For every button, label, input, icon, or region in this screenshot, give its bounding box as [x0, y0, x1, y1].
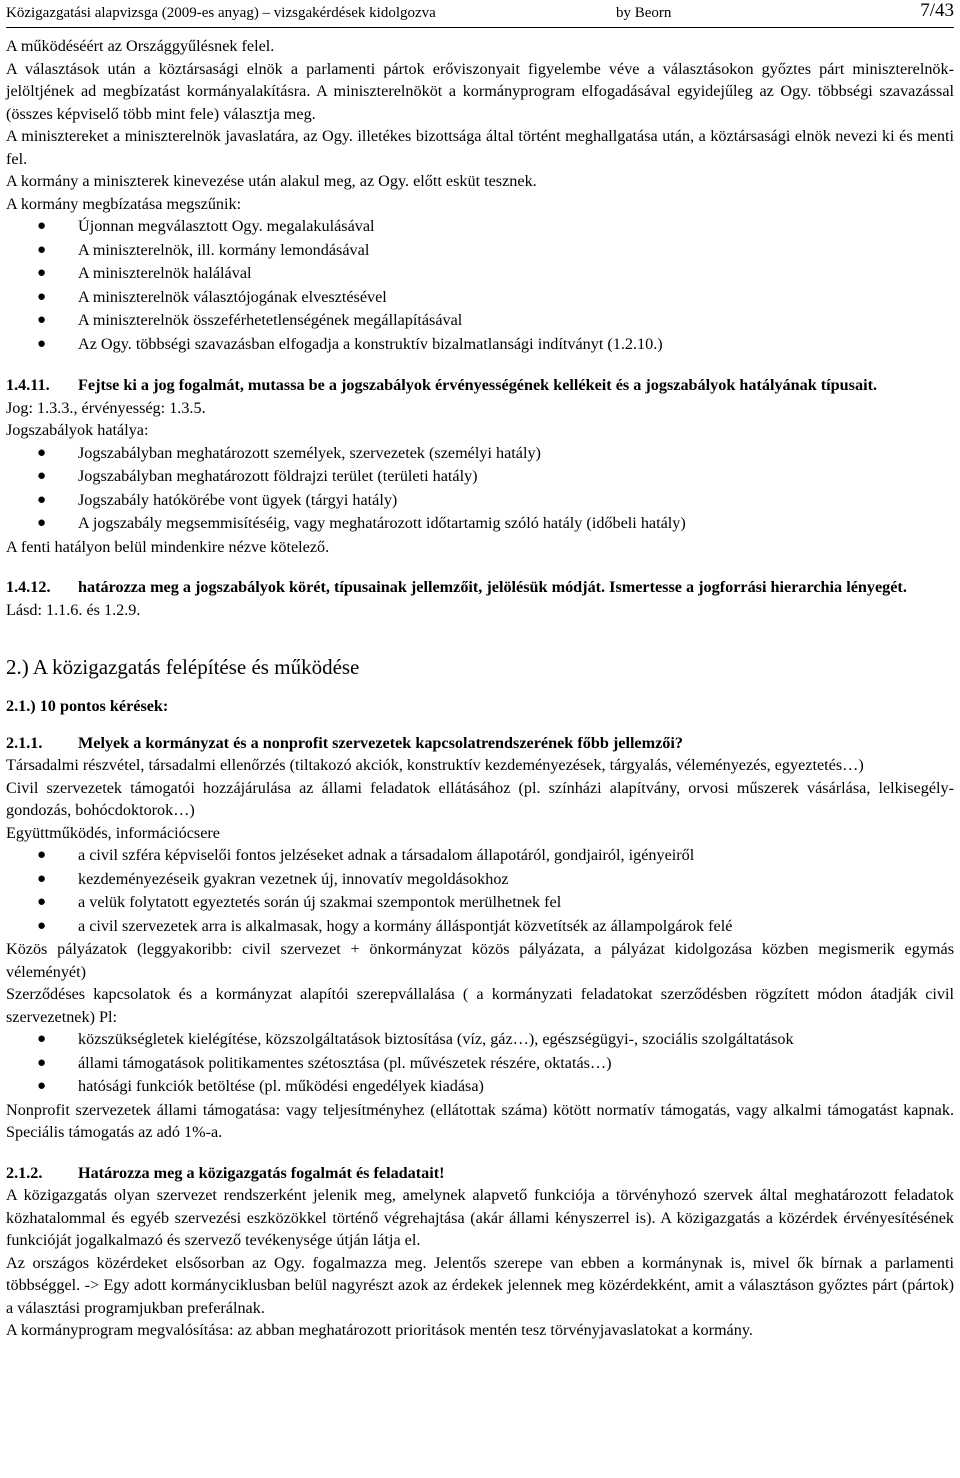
- bullet-icon: ●: [37, 265, 47, 281]
- bullet-icon: ●: [37, 468, 47, 484]
- question-number: 2.1.2.: [6, 1163, 43, 1182]
- question-title: Határozza meg a közigazgatás fogalmát és feladatait!: [78, 1163, 445, 1182]
- question-heading: [6, 374, 954, 397]
- paragraph: A kormány megbízatása megszűnik:: [6, 194, 242, 213]
- bullet-icon: ●: [37, 218, 47, 234]
- list-item: ● Az Ogy. többségi szavazásban elfogadja a konstruktív bizalmatlansági indítványt (1.2.10.): [6, 333, 954, 357]
- paragraph: A választások után a köztársasági elnök a parlamenti pártok erőviszonyait figyelembe véve a választásokon győztes párt miniszterelnök-jelöltjének ad megbízatást kormányalakításra. A miniszterelnököt a kormányprogram elfogadásával egyidejűleg az Ogy. többségi szavazással (összes képviselő több mint fele) választja meg.: [6, 59, 954, 123]
- question-heading: [6, 576, 954, 599]
- page-content: [6, 35, 954, 1342]
- paragraph: Lásd: 1.1.6. és 1.2.9.: [6, 600, 141, 619]
- question-number: 1.4.12.: [6, 578, 51, 596]
- question-number: 1.4.11.: [6, 376, 50, 394]
- bullet-list: [6, 442, 954, 536]
- question-number: 2.1.1.: [6, 733, 43, 752]
- bullet-icon: ●: [37, 288, 47, 305]
- list-item: ● A miniszterelnök, ill. kormány lemondásával: [6, 239, 954, 263]
- list-item: ● közszükségletek kielégítése, közszolgáltatások biztosítása (víz, gáz…), egészségügyi-, szociális szolgáltatások: [6, 1028, 954, 1052]
- bullet-icon: ●: [37, 1054, 47, 1071]
- paragraph: Jogszabályok hatálya:: [6, 421, 149, 439]
- list-item: ● Jogszabály hatókörébe vont ügyek (tárgyi hatály): [6, 489, 954, 513]
- question-title: Melyek a kormányzat és a nonprofit szervezetek kapcsolatrendszerének főbb jellemzői?: [78, 733, 683, 752]
- paragraph: Együttműködés, információcsere: [6, 823, 220, 842]
- paragraph: A kormány a miniszterek kinevezése után alakul meg, az Ogy. előtt esküt tesznek.: [6, 172, 537, 190]
- paragraph: A fenti hatályon belül mindenkire nézve kötelező.: [6, 537, 330, 556]
- list-item: ● a velük folytatott egyeztetés során új szakmai szempontok merülhetnek fel: [6, 891, 954, 915]
- list-item: ● a civil szféra képviselői fontos jelzéseket adnak a társadalom állapotáról, gondjairól, igényeiről: [6, 844, 954, 868]
- paragraph: Jog: 1.3.3., érvényesség: 1.3.5.: [6, 398, 206, 417]
- list-item: ● A miniszterelnök halálával: [6, 262, 954, 286]
- bullet-icon: ●: [37, 444, 47, 461]
- list-item: ● A miniszterelnök összeférhetetlenségének megállapításával: [6, 309, 954, 333]
- paragraph: Társadalmi részvétel, társadalmi ellenőrzés (tiltakozó akciók, konstruktív kezdeményezések, tárgyalás, véleményezés, egyeztetés…): [6, 756, 864, 774]
- bullet-icon: ●: [37, 894, 47, 910]
- list-item: ● kezdeményezéseik gyakran vezetnek új, innovatív megoldásokhoz: [6, 868, 954, 892]
- paragraph: Nonprofit szervezetek állami támogatása: vagy teljesítményhez (ellátottak száma) kötött normatív támogatás, vagy alkalmi támogatást kapnak. Speciális támogatás az adó 1%-a.: [6, 1100, 954, 1141]
- subsection-heading: 2.1.) 10 pontos kérések:: [6, 697, 169, 715]
- page-header: [6, 2, 954, 26]
- list-item: ● Jogszabályban meghatározott földrajzi terület (területi hatály): [6, 465, 954, 489]
- list-item: ● Jogszabályban meghatározott személyek, szervezetek (személyi hatály): [6, 442, 954, 466]
- paragraph: A működéséért az Országgyűlésnek felel.: [6, 37, 275, 55]
- bullet-icon: ●: [37, 1031, 47, 1047]
- list-item: ● állami támogatások politikamentes szétosztása (pl. művészetek részére, oktatás…): [6, 1052, 954, 1076]
- paragraph: Az országos közérdeket elsősorban az Ogy. fogalmazza meg. Jelentős szerepe van ebben a kormánynak is, mivel ők bírnak a parlamenti többséggel. -> Egy adott kormányciklusban belül nagyrészt azok az érdekek jelennek meg közérdekként, amit a választáson győztes párt (pártok) a választási programjukban preferálnak.: [6, 1253, 954, 1317]
- bullet-icon: ●: [37, 917, 47, 934]
- paragraph: A minisztereket a miniszterelnök javaslatára, az Ogy. illetékes bizottsága által történt meghallgatása után, a köztársasági elnök nevezi ki és menti fel.: [6, 127, 954, 168]
- bullet-list: [6, 215, 954, 356]
- header-author: by Beorn: [616, 5, 672, 21]
- paragraph: Közös pályázatok (leggyakoribb: civil szervezet + önkormányzat közös pályázata, a pályázat kidolgozása közben megismerik egymás véleményét): [6, 940, 954, 981]
- bullet-icon: ●: [37, 515, 47, 531]
- bullet-icon: ●: [37, 335, 47, 352]
- section-heading: 2.) A közigazgatás felépítése és működése: [6, 655, 360, 679]
- bullet-icon: ●: [37, 870, 47, 887]
- list-item: ● Újonnan megválasztott Ogy. megalakulásával: [6, 215, 954, 239]
- header-divider: [6, 27, 954, 28]
- bullet-icon: ●: [37, 847, 47, 863]
- question-heading: [6, 1162, 954, 1185]
- bullet-icon: ●: [37, 241, 47, 258]
- bullet-icon: ●: [37, 491, 47, 508]
- list-item: ● a civil szervezetek arra is alkalmasak, hogy a kormány álláspontját közvetítsék az állampolgárok felé: [6, 915, 954, 939]
- bullet-icon: ●: [37, 1078, 47, 1094]
- paragraph: Civil szervezetek támogatói hozzájárulása az állami feladatok ellátásához (pl. színházi alapítvány, orvosi műszerek vásárlása, lelkisegély-gondozás, bohócdoktorok…): [6, 778, 954, 819]
- paragraph: Szerződéses kapcsolatok és a kormányzat alapítói szerepvállalása ( a kormányzati feladatokat szerződésben rögzített módon átadják civil szervezetnek) Pl:: [6, 985, 954, 1026]
- bullet-list: [6, 1028, 954, 1099]
- bullet-list: [6, 844, 954, 938]
- list-item: ● A jogszabály megsemmisítéséig, vagy meghatározott időtartamig szóló hatály (időbeli hatály): [6, 512, 954, 536]
- paragraph: A közigazgatás olyan szervezet rendszerként jelenik meg, amelynek alapvető funkciója a törvényhozó szervek által meghatározott feladatok közhatalommal és egyéb szervezési eszközökkel történő végrehajtása (akár állami kényszerrel is). A közigazgatás a közérdek érvényesítésének funkcióját jogalkalmazó és szervező tevékenysége útján látja el.: [6, 1186, 954, 1249]
- list-item: ● A miniszterelnök választójogának elvesztésével: [6, 286, 954, 310]
- list-item: ● hatósági funkciók betöltése (pl. működési engedélyek kiadása): [6, 1075, 954, 1099]
- paragraph: A kormányprogram megvalósítása: az abban meghatározott prioritások mentén tesz törvényjavaslatokat a kormány.: [6, 1321, 753, 1339]
- question-title: Fejtse ki a jog fogalmát, mutassa be a jogszabályok érvényességének kellékeit és a jogszabályok hatályának típusait.: [78, 376, 878, 394]
- page-number: 7/43: [920, 0, 954, 21]
- header-title: Közigazgatási alapvizsga (2009-es anyag) – vizsgakérdések kidolgozva: [6, 5, 436, 21]
- question-heading: [6, 732, 954, 755]
- question-title: határozza meg a jogszabályok körét, típusainak jellemzőit, jelölésük módját. Ismertesse a jogforrási hierarchia lényegét.: [78, 578, 907, 596]
- bullet-icon: ●: [37, 312, 47, 328]
